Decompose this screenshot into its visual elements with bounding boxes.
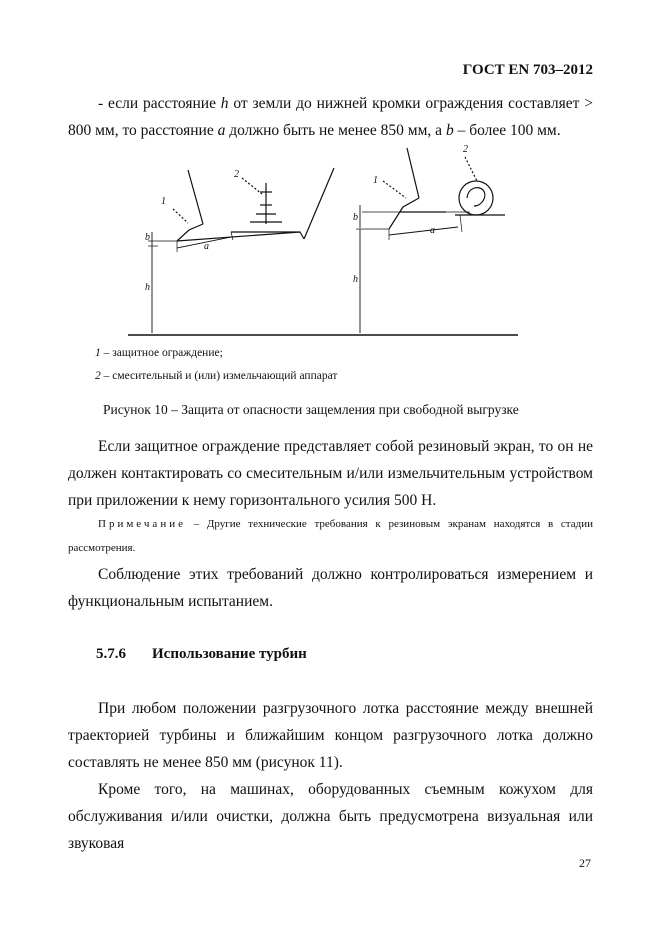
right-drawing	[356, 148, 505, 333]
legend-item-2: 2 – смесительный и (или) измельчающий аппарат	[95, 370, 338, 382]
var-a: a	[217, 122, 226, 139]
label-b-left: b	[145, 232, 150, 243]
note-label: Примечание	[98, 518, 186, 530]
var-h: h	[220, 95, 229, 112]
figure-caption: Рисунок 10 – Защита от опасности защемления при свободной выгрузке	[103, 402, 519, 417]
label-h-left: h	[145, 282, 150, 293]
intro-text-3: должно быть не менее 850 мм, а	[229, 122, 443, 139]
label-h-right: h	[353, 274, 358, 285]
mixer-apparatus	[459, 181, 493, 215]
section-number: 5.7.6	[96, 646, 126, 662]
label-b-right: b	[353, 212, 358, 223]
note-paragraph	[68, 512, 593, 560]
guard-lower-right	[389, 198, 419, 229]
section-title: Использование турбин	[152, 646, 307, 662]
rubber-screen-paragraph: Если защитное ограждение представляет собой резиновый экран, то он не должен контактировать со смесительным и/или измельчительным устройством при приложении к нему горизонтального усилия 500 Н.	[68, 438, 593, 509]
label-1-right: 1	[373, 175, 378, 186]
turbine-paragraph: При любом положении разгрузочного лотка расстояние между внешней траекторией турбины и ближайшим концом разгрузочного лотка должно составлять не менее 850 мм (рисунок 11).	[68, 700, 593, 771]
label-2-right: 2	[463, 144, 468, 155]
figure-10-drawing	[100, 140, 560, 345]
label-1-left: 1	[161, 196, 166, 207]
label-a-right: a	[430, 225, 435, 236]
intro-paragraph	[68, 90, 593, 144]
guard-left	[188, 170, 203, 224]
guard-right	[407, 148, 419, 198]
compliance-paragraph: Соблюдение этих требований должно контролироваться измерением и функциональным испытанием.	[68, 566, 593, 610]
intro-text-2: от земли до нижней кромки ограждения составляет > 800 мм, то расстояние	[68, 95, 593, 139]
var-b: b	[445, 122, 454, 139]
intro-text-1: - если расстояние	[98, 95, 216, 112]
note-text: – Другие технические требования к резиновым экранам находятся в стадии рассмотрения.	[68, 518, 594, 554]
guard-lower-left	[177, 224, 203, 241]
legend-item-1: 1 – защитное ограждение;	[95, 347, 223, 359]
intro-text-4: – более 100 мм.	[457, 122, 561, 139]
label-a-left: a	[204, 241, 209, 252]
hopper-wall	[304, 168, 334, 239]
left-drawing	[148, 168, 334, 333]
page-number: 27	[579, 856, 591, 870]
document-header: ГОСТ EN 703–2012	[462, 62, 593, 78]
label-2-left: 2	[234, 169, 239, 180]
cover-paragraph: Кроме того, на машинах, оборудованных съемным кожухом для обслуживания и/или очистки, должна быть предусмотрена визуальная или звуковая	[68, 781, 593, 852]
chute-left	[177, 232, 304, 241]
